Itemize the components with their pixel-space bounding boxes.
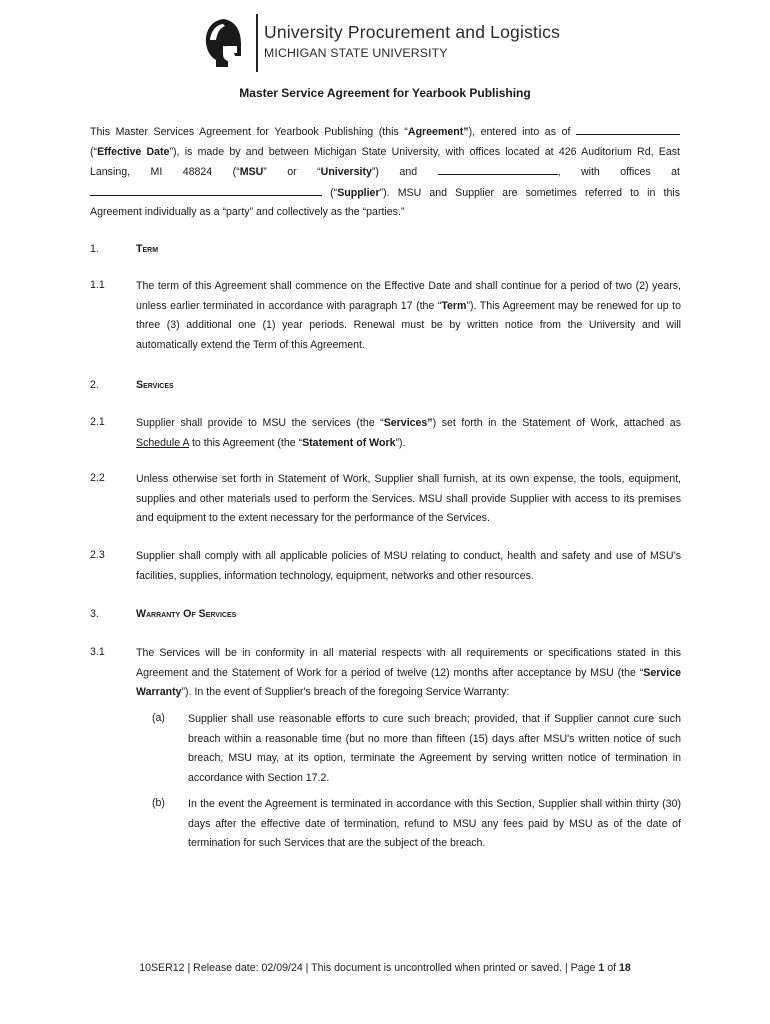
subclause-letter: (b)	[152, 797, 165, 809]
clause-number: 3.1	[90, 646, 105, 658]
letterhead	[198, 12, 598, 74]
clause-number: 1.1	[90, 279, 105, 291]
section-heading: Services	[136, 379, 174, 391]
subclause-letter: (a)	[152, 712, 165, 724]
page-footer: 10SER12 | Release date: 02/09/24 | This document is uncontrolled when printed or saved. | Page 1 of 18	[139, 962, 631, 974]
page-total: 18	[619, 962, 631, 974]
clause-number: 2.3	[90, 549, 105, 561]
clause-1-1: The term of this Agreement shall commence on the Effective Date and shall continue for a period of two (2) years, unless earlier terminated in accordance with paragraph 17 (the “Term”). This Agreement may be renewed for up to three (3) additional one (1) year periods. Renewal must be by written notice from the University and will automatically extend the Term of this Agreement.	[136, 280, 681, 351]
section-number: 3.	[90, 608, 99, 620]
clause-2-3: Supplier shall comply with all applicable policies of MSU relating to conduct, health and safety and use of MSU’s facilities, supplies, information technology, equipment, networks and other resources.	[136, 550, 681, 582]
clause-3-1-a: Supplier shall use reasonable efforts to cure such breach; provided, that if Supplier cannot cure such breach within a reasonable time (but no more than fifteen (15) days after MSU's written notice of such breach, MSU may, at its option, terminate the Agreement by serving written notice of termination in accordance with Section 17.2.	[188, 713, 681, 784]
section-heading: Warranty Of Services	[136, 608, 237, 620]
section-number: 2.	[90, 379, 99, 391]
intro-paragraph: This Master Services Agreement for Yearbook Publishing (this “Agreement”), entered into as of (“Effective Date”), is made by and between Michigan State University, with offices located at 426 Auditorium Rd, East Lansing, MI 48824 (“MSU” or “University”) and , with offices at (“Supplier”). MSU and Supplier are sometimes referred to in this Agreement individually as a “party” and collectively as the “parties.”	[90, 122, 680, 223]
clause-2-2: Unless otherwise set forth in Statement of Work, Supplier shall furnish, at its own expense, the tools, equipment, supplies and other materials used to perform the Services. MSU shall provide Supplier with access to its premises and equipment to the extent necessary for the performance of the Services.	[136, 473, 681, 524]
date-blank[interactable]	[576, 122, 680, 135]
department-name: University Procurement and Logistics	[264, 22, 561, 42]
supplier-address-blank[interactable]	[90, 183, 322, 196]
supplier-name-blank[interactable]	[438, 162, 558, 175]
clause-number: 2.1	[90, 416, 105, 428]
page-number: 1	[598, 962, 605, 974]
section-number: 1.	[90, 243, 99, 255]
university-name: MICHIGAN STATE UNIVERSITY	[264, 46, 448, 60]
section-heading: Term	[136, 243, 159, 255]
clause-3-1: The Services will be in conformity in all material respects with all requirements or specifications stated in this Agreement and the Statement of Work for a period of twelve (12) months after acceptance by MSU (the “Service Warranty”). In the event of Supplier's breach of the foregoing Service Warranty:	[136, 647, 681, 698]
clause-number: 2.2	[90, 472, 105, 484]
spartan-helmet-logo	[202, 16, 246, 70]
letterhead-divider	[256, 14, 258, 72]
clause-3-1-b: In the event the Agreement is terminated in accordance with this Section, Supplier shall within thirty (30) days after the effective date of termination, refund to MSU any fees paid by MSU as of the date of termination for such Services that are the subject of the breach.	[188, 798, 681, 849]
clause-2-1: Supplier shall provide to MSU the services (the “Services”) set forth in the Statement of Work, attached as Schedule A to this Agreement (the “Statement of Work”).	[136, 417, 681, 449]
document-title: Master Service Agreement for Yearbook Publishing	[239, 86, 531, 100]
